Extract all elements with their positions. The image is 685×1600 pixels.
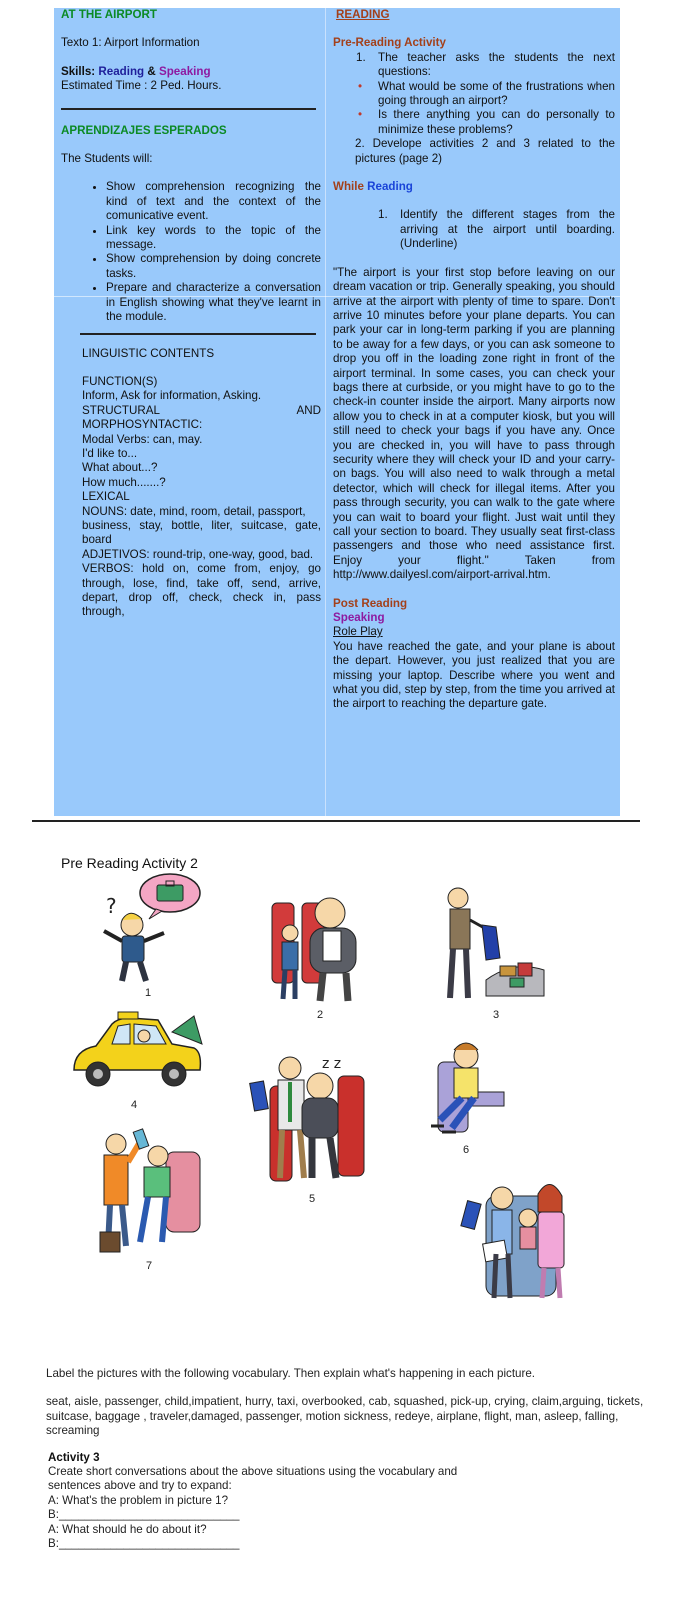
function-text: Inform, Ask for information, Asking.	[82, 389, 262, 403]
pre-reading-title: Pre-Reading Activity	[333, 36, 446, 50]
picture-label: 3	[493, 1009, 500, 1021]
picture-label: 6	[463, 1144, 470, 1156]
structural-line: STRUCTURAL AND	[82, 403, 321, 417]
activity-3-text: Create short conversations about the above situations using the vocabulary and sentences above and try to expand:	[48, 1465, 458, 1493]
list-item: • What would be some of the frustrations when going through an airport?	[378, 80, 615, 109]
dialogue-line: A: What should he do about it?	[48, 1522, 207, 1536]
list-item: • Show comprehension by doing concrete tasks.	[106, 252, 321, 281]
lesson-title: AT THE AIRPORT	[61, 8, 157, 21]
objectives-list	[61, 180, 321, 324]
right-column	[333, 8, 615, 712]
aprendizajes-title: APRENDIZAJES ESPERADOS	[61, 123, 227, 137]
svg-text:z z: z z	[322, 1056, 342, 1072]
reading-passage: "The airport is your first stop before leaving on our dream vacation or trip. Generally speaking, you should arrive at the airport with plenty of time to spare. Don't arrive 10 minutes before your plane departs. You can park your car in long-term parking if you are planning to be away for a few days, or you can ask someone to drop you off in the loading zone right in front of the airport terminal. In some cases, you can check your bags there at curbside, or you might have to go to the check-in counter inside the airport. Many airports now allow you to check in at a computer kiosk, but you will still need to check your bags if you have any. Once you are checked in, you will have to pass through security where they will check your ID and your carry-on bags. You will also need to walk through a metal detector, which will check for illegal items. After you pass through security, you can walk to the gate where you can wait to board your flight. Just wait until they call your section to board. They usually seat first-class passengers and those who need assistance first. Enjoy your flight." Taken from http://www.dailyesl.com/airport-arrival.htm.	[333, 265, 615, 582]
picture-label: 5	[309, 1193, 316, 1205]
nouns-line-2: business, stay, bottle, liter, suitcase, gate, board	[82, 518, 321, 547]
verbos-line: VERBOS: hold on, come from, enjoy, go through, lose, find, take off, send, arrive, depart, drop off, check, check in, pass through,	[82, 562, 321, 619]
role-play-text: You have reached the gate, and your plane is about the depart. However, you just realized that you are missing your laptop. Describe where you went and what you did, step by step, from the time you arrived at the airport to reaching the departure gate.	[333, 639, 615, 711]
pre-reading-item: 1. The teacher asks the students the next questions:	[356, 50, 615, 79]
page-divider	[32, 820, 640, 822]
lexical-title: LEXICAL	[82, 490, 130, 504]
divider	[80, 333, 316, 335]
how-much-line: How much.......?	[82, 475, 166, 489]
reading-title: READING	[336, 8, 390, 21]
divider	[61, 108, 316, 110]
role-play-title: Role Play	[333, 625, 383, 639]
list-item: • Prepare and characterize a conversation in English showing what they've learnt in the module.	[106, 281, 321, 324]
dialogue-line: A: What's the problem in picture 1?	[48, 1493, 229, 1507]
picture-3-baggage-claim	[438, 880, 548, 1005]
linguistic-title: LINGUISTIC CONTENTS	[82, 346, 215, 360]
picture-1-confused-man	[94, 873, 204, 988]
picture-4-taxi	[68, 1010, 203, 1100]
answer-blank: B:____________________________	[48, 1537, 240, 1551]
what-about-line: What about...?	[82, 461, 158, 475]
function-title: FUNCTION(S)	[82, 374, 158, 388]
list-item: • Link key words to the topic of the message.	[106, 224, 321, 253]
while-reading-title: While Reading	[333, 180, 413, 194]
column-divider	[325, 8, 326, 816]
list-item: • Show comprehension recognizing the kind of text and the context of the comunicative event.	[106, 180, 321, 223]
picture-6-airsick	[426, 1032, 516, 1142]
estimated-time: Estimated Time : 2 Ped. Hours.	[61, 79, 222, 93]
nouns-line: NOUNS: date, mind, room, detail, passport,	[82, 504, 306, 518]
vocabulary-list: seat, aisle, passenger, child,impatient, hurry, taxi, overbooked, cab, squashed, pick-up, crying, claim,arguing, tickets, suitcase, baggage , traveler,damaged, passenger, motion sickness, redeye, airplane, flight, man, asleep, falling, screaming	[46, 1395, 644, 1438]
pre-reading-item-2: 2. Develope activities 2 and 3 related to the pictures (page 2)	[355, 137, 615, 165]
speaking-title: Speaking	[333, 611, 385, 625]
picture-label: 2	[317, 1009, 324, 1021]
svg-text:?: ?	[106, 894, 117, 918]
linguistic-contents	[61, 347, 321, 620]
picture-label: 7	[146, 1260, 153, 1272]
students-will: The Students will:	[61, 152, 153, 166]
list-item: • Is there anything you can do personally to minimize these problems?	[378, 108, 615, 137]
activity-3-title: Activity 3	[48, 1450, 100, 1464]
picture-7-arguing	[96, 1122, 206, 1257]
left-column	[61, 8, 321, 620]
morpho-line: MORPHOSYNTACTIC:	[82, 418, 203, 432]
picture-2-seatmates	[268, 893, 373, 1008]
skills-line: Skills: Reading & Speaking	[61, 64, 211, 78]
modal-line: Modal Verbs: can, may.	[82, 432, 203, 446]
label-instruction: Label the pictures with the following vocabulary. Then explain what's happening in each picture.	[46, 1367, 536, 1380]
picture-5-asleep	[246, 1046, 376, 1186]
activity-instructions	[46, 1367, 646, 1551]
activity-2-title: Pre Reading Activity 2	[61, 855, 198, 871]
picture-label: 4	[131, 1099, 138, 1111]
picture-label: 1	[145, 987, 152, 999]
adjetivos-line: ADJETIVOS: round-trip, one-way, good, bad.	[82, 547, 314, 561]
picture-8-family-crying	[458, 1172, 578, 1307]
text-line: Texto 1: Airport Information	[61, 36, 200, 50]
answer-blank: B:____________________________	[48, 1508, 240, 1522]
while-reading-item: 1. Identify the different stages from the arriving at the airport until boarding. (Underline)	[378, 208, 615, 251]
post-reading-title: Post Reading	[333, 596, 408, 610]
like-line: I'd like to...	[82, 446, 138, 460]
pre-reading-questions	[333, 80, 615, 138]
